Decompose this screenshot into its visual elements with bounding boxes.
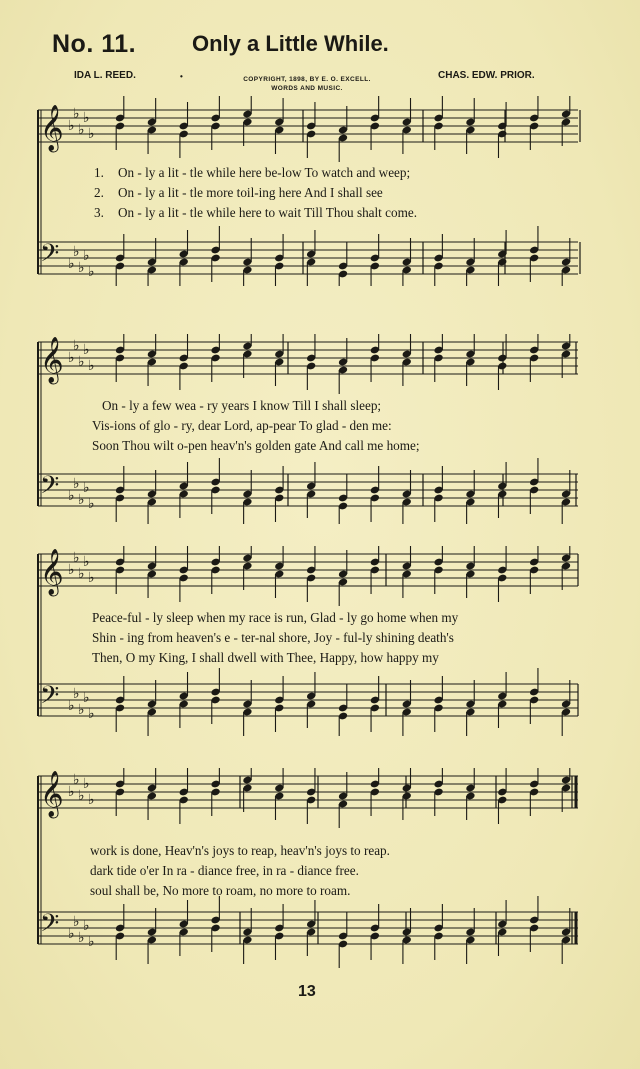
music-system-1: [0, 96, 640, 286]
bass-clef-icon: 𝄢: [40, 909, 60, 944]
flat-icon: ♭: [78, 492, 85, 508]
treble-clef-icon: 𝄞: [40, 549, 64, 595]
flat-icon: ♭: [88, 496, 95, 512]
page-number: 13: [298, 983, 316, 1000]
lyric-text: dark tide o'er In ra - diance free, in ra - diance free.: [90, 863, 359, 878]
flat-icon: ♭: [78, 566, 85, 582]
credit-dot: •: [180, 72, 183, 81]
lyric-line: [92, 650, 439, 666]
hymn-number: No. 11.: [52, 30, 137, 58]
lyric-text: On - ly a lit - tle more toil-ing here And I shall see: [118, 185, 383, 200]
copyright-line: COPYRIGHT, 1898, BY E. O. EXCELL.: [243, 76, 371, 83]
flat-icon: ♭: [78, 354, 85, 370]
lyric-line: [92, 610, 458, 626]
flat-icon: ♭: [83, 776, 90, 792]
treble-clef-icon: 𝄞: [40, 337, 64, 383]
flat-icon: ♭: [83, 918, 90, 934]
bass-clef-icon: 𝄢: [40, 681, 60, 716]
flat-icon: ♭: [68, 784, 75, 800]
lyric-text: On - ly a few wea - ry years I know Till I shall sleep;: [102, 398, 382, 413]
flat-icon: ♭: [73, 550, 80, 566]
flat-icon: ♭: [83, 110, 90, 126]
lyric-line: [92, 438, 420, 454]
flat-icon: ♭: [68, 118, 75, 134]
flat-icon: ♭: [88, 792, 95, 808]
bass-clef-icon: 𝄢: [40, 471, 60, 506]
flat-icon: ♭: [73, 106, 80, 122]
flat-icon: ♭: [83, 690, 90, 706]
lyric-text: Vis-ions of glo - ry, dear Lord, ap-pear To glad - den me:: [92, 418, 392, 433]
lyric-line: [92, 630, 454, 646]
flat-icon: ♭: [68, 698, 75, 714]
flat-icon: ♭: [73, 476, 80, 492]
flat-icon: ♭: [68, 926, 75, 942]
flat-icon: ♭: [73, 244, 80, 260]
lyric-line: [92, 418, 392, 434]
flat-icon: ♭: [88, 264, 95, 280]
flat-icon: ♭: [68, 562, 75, 578]
verse-number: 3.: [94, 205, 104, 220]
flat-icon: ♭: [88, 126, 95, 142]
flat-icon: ♭: [83, 248, 90, 264]
flat-icon: ♭: [68, 256, 75, 272]
flat-icon: ♭: [78, 260, 85, 276]
lyricist-credit: IDA L. REED.: [74, 70, 136, 81]
music-system-4: [0, 768, 640, 968]
flat-icon: ♭: [78, 930, 85, 946]
flat-icon: ♭: [88, 706, 95, 722]
hymn-title: Only a Little While.: [192, 31, 389, 56]
flat-icon: ♭: [73, 914, 80, 930]
music-system-2: [0, 334, 640, 524]
copyright-subline: WORDS AND MUSIC.: [271, 85, 343, 92]
treble-clef-icon: 𝄞: [40, 105, 64, 151]
lyric-line: [94, 185, 383, 201]
flat-icon: ♭: [68, 488, 75, 504]
flat-icon: ♭: [83, 342, 90, 358]
flat-icon: ♭: [78, 702, 85, 718]
lyric-text: Shin - ing from heaven's e - ter-nal shore, Joy - ful-ly shining death's: [92, 630, 454, 645]
lyric-text: soul shall be, No more to roam, no more to roam.: [90, 883, 351, 898]
music-system-3: [0, 546, 640, 736]
lyric-line: [94, 165, 410, 181]
lyric-line: [90, 863, 359, 879]
bass-clef-icon: 𝄢: [40, 239, 60, 274]
copyright-notice: [222, 75, 392, 93]
flat-icon: ♭: [88, 570, 95, 586]
lyric-text: On - ly a lit - tle while here be-low To watch and weep;: [118, 165, 411, 180]
flat-icon: ♭: [83, 554, 90, 570]
flat-icon: ♭: [73, 338, 80, 354]
flat-icon: ♭: [78, 788, 85, 804]
lyric-line: [90, 843, 390, 859]
verse-number: 1.: [94, 165, 104, 180]
lyric-text: Then, O my King, I shall dwell with Thee, Happy, how happy my: [92, 650, 439, 665]
flat-icon: ♭: [78, 122, 85, 138]
flat-icon: ♭: [83, 480, 90, 496]
lyric-line: [90, 883, 350, 899]
verse-number: 2.: [94, 185, 104, 200]
flat-icon: ♭: [73, 772, 80, 788]
flat-icon: ♭: [88, 934, 95, 950]
lyric-line: [94, 205, 417, 221]
lyric-text: Soon Thou wilt o-pen heav'n's golden gate And call me home;: [92, 438, 420, 453]
lyric-text: work is done, Heav'n's joys to reap, heav'n's joys to reap.: [90, 843, 390, 858]
flat-icon: ♭: [88, 358, 95, 374]
lyric-text: On - ly a lit - tle while here to wait Till Thou shalt come.: [118, 205, 417, 220]
treble-clef-icon: 𝄞: [40, 771, 64, 817]
lyric-text: Peace-ful - ly sleep when my race is run, Glad - ly go home when my: [92, 610, 459, 625]
lyric-line: [102, 398, 381, 414]
composer-credit: CHAS. EDW. PRIOR.: [438, 70, 535, 81]
flat-icon: ♭: [73, 686, 80, 702]
flat-icon: ♭: [68, 350, 75, 366]
